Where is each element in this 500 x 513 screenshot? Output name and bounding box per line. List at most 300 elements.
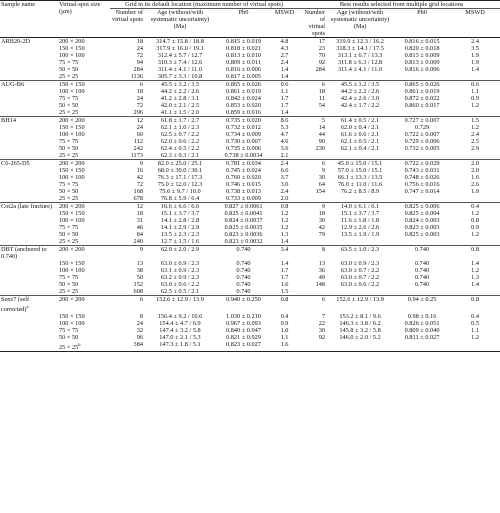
table-cell: 0.4 (280, 313, 289, 321)
table-cell: 0.740 (414, 267, 430, 274)
table-cell: 0.865 ± 0.026 (394, 81, 450, 89)
table-cell: 2.5 (471, 138, 479, 145)
table-cell: 42 (136, 174, 143, 181)
table-cell: 305.7 ± 3.3 / 10.8 (157, 73, 203, 80)
table-cell: 46 (136, 224, 143, 231)
table-cell: 1.2 (471, 124, 479, 131)
header-age: Age (without/with systematic uncertainty) (Ma) (150, 9, 210, 30)
table-cell: 18 (136, 210, 143, 217)
table-cell: 12.9 ± 2.6 / 2.6 (340, 224, 380, 231)
table-cell: 63.0 ± 0.9 / 2.3 (340, 260, 380, 267)
table-cell: 42.0 ± 2.1 / 2.5 (160, 102, 200, 109)
table-cell: 1.3 (471, 274, 479, 281)
table-cell: 30 (318, 217, 326, 224)
table-cell: 319.9 ± 12.3 / 16.2 (336, 38, 384, 45)
spot-size-cell: 25 × 25 (59, 195, 79, 202)
table-cell: 24 (136, 45, 143, 52)
sample-name-cell (0, 81, 58, 89)
table-cell: 18 (136, 38, 143, 45)
table-cell: 44.2 ± 2.2 / 2.6 (160, 88, 200, 95)
table-cell: 63.1 ± 0.9 / 2.3 (160, 267, 200, 274)
table-cell: 284 (315, 66, 326, 73)
table-cell (450, 73, 500, 81)
table-row (0, 288, 500, 296)
table-cell: 3.6 (280, 145, 289, 152)
table-row (0, 231, 500, 238)
table-cell: 1.2 (280, 217, 289, 224)
header-sample-name: Sample name (0, 1, 58, 38)
spot-size-cell: 200 × 200 (59, 38, 85, 45)
spot-size-cell: 25 × 25 (59, 109, 79, 116)
table-cell: 50 (136, 274, 143, 281)
table-cell: 62.5 ± 0.7 / 2.2 (160, 131, 200, 138)
sample-name-cell (0, 181, 58, 188)
table-cell: 0.740 (414, 260, 430, 267)
table-cell: 30 (318, 174, 326, 181)
table-cell: 2.0 (471, 167, 479, 174)
spot-size-cell: 50 × 50 (59, 145, 79, 152)
spot-size-cell: 100 × 100 (59, 174, 85, 181)
table-cell: 0.872 ± 0.022 (404, 95, 440, 102)
sample-name: AUG-B6 (1, 81, 25, 88)
table-cell: 0.8 (450, 296, 500, 314)
header-mswd-best: MSWD (465, 9, 485, 16)
sample-name-cell (0, 296, 58, 314)
table-row (0, 341, 500, 352)
table-row (0, 59, 500, 66)
table-cell: 0.816 ± 0.006 (404, 66, 440, 73)
table-cell: 1.1 (280, 334, 289, 342)
table-cell: 1.4 (280, 109, 289, 116)
header-default-group: Grid in its default location (maximum number of virtual spots) (110, 1, 298, 9)
table-cell: 0.817 ± 0.005 (226, 73, 261, 80)
sample-name-cell (0, 95, 58, 102)
table-cell: 0.823 ± 0.0036 (224, 231, 263, 238)
spot-size-cell: 100 × 100 (59, 52, 85, 59)
table-row (0, 167, 500, 174)
table-row (0, 131, 500, 138)
table-cell: 13 (136, 260, 143, 267)
sample-name-cell (0, 73, 58, 81)
table-cell: 18 (318, 88, 326, 95)
table-cell: 6 (110, 81, 144, 89)
table-cell: 14.1 ± 2.8 / 2.8 (160, 217, 200, 224)
table-cell: 317.9 ± 16.0 / 19.1 (156, 45, 204, 52)
table-row (0, 224, 500, 231)
table-cell: 1.4 (280, 73, 289, 80)
table-cell: 82.0 ± 25.0 / 25.1 (144, 160, 216, 168)
table-cell (394, 73, 450, 81)
table-cell: 1.1 (280, 88, 289, 95)
table-cell: 31 (136, 217, 143, 224)
table-cell: 6.6 (280, 167, 289, 174)
table-cell: 6 (298, 81, 326, 89)
table-cell: 384 (110, 341, 144, 352)
table-cell: 0.740 (236, 260, 251, 267)
table-cell: 1.6 (271, 341, 298, 352)
table-cell: 0.842 ± 0.024 (226, 95, 261, 102)
table-cell: 1.2 (471, 231, 479, 238)
table-cell: 1.2 (280, 210, 289, 217)
table-cell: 0.727 ± 0.007 (394, 117, 450, 125)
table-cell: 2.4 (471, 38, 479, 45)
table-cell: 312.4 ± 5.7 / 12.7 (157, 52, 203, 59)
table-cell: 1.7 (280, 274, 289, 281)
spot-size-cell: 75 × 75 (59, 138, 79, 145)
table-cell: 13 (318, 260, 326, 267)
table-cell: 79 (318, 231, 326, 238)
sample-name-cell (0, 88, 58, 95)
table-cell: 2.7 (280, 52, 289, 59)
table-cell: 41.1 ± 1.5 / 2.0 (160, 109, 200, 116)
spot-size-cell: 200 × 200 (58, 246, 110, 261)
table-cell: 63.0 ± 0.9 / 2.3 (160, 260, 200, 267)
table-cell: 1.4 (280, 238, 289, 245)
table-row (0, 181, 500, 188)
table-cell (298, 341, 326, 352)
table-cell: 90 (318, 138, 326, 145)
table-cell: 54 (318, 102, 326, 109)
table-cell: 148 (315, 281, 326, 288)
header-number-spots-best: Number of virtual spots (304, 9, 326, 37)
table-cell: 42 (318, 224, 326, 231)
table-row (0, 313, 500, 320)
table-cell: 1.4 (280, 260, 289, 267)
table-cell (326, 73, 394, 81)
table-cell (326, 288, 394, 296)
table-cell (298, 73, 326, 81)
sample-name-cell (0, 102, 58, 109)
table-cell: 0.8 (271, 296, 298, 314)
spot-size-cell: 150 × 150 (59, 210, 85, 217)
table-cell: 1.9 (471, 188, 479, 195)
table-cell: 0.747 ± 0.014 (404, 188, 440, 195)
table-cell: 3.5 (471, 45, 479, 52)
table-cell: 45.5 ± 3.2 / 3.5 (144, 81, 216, 89)
table-cell: 0.813 ± 0.009 (404, 59, 440, 66)
table-cell: 68.0 ± 30.0 / 30.1 (157, 167, 203, 174)
table-cell: 1.4 (280, 66, 289, 73)
table-cell: 9 (298, 203, 326, 211)
table-cell: 0.6 (271, 81, 298, 89)
table-cell: 14.0 ± 6.1 / 6.1 (326, 203, 394, 211)
spot-size-cell: 50 × 50 (59, 102, 79, 109)
table-cell: 147.4 ± 3.2 / 5.8 (159, 327, 201, 335)
table-cell: 311.4 ± 4.1 / 11.0 (338, 66, 383, 73)
table-row (0, 109, 500, 117)
table-cell: 0.813 ± 0.009 (404, 52, 440, 59)
sample-name-cell (0, 327, 58, 334)
table-cell: 154.4 ± 4.7 / 6.9 (159, 320, 201, 328)
table-row (0, 66, 500, 73)
header-virtual-spot-size: Virtual-spot size (µm) (58, 1, 110, 38)
table-cell: 1.2 (471, 210, 479, 217)
table-row (0, 195, 500, 203)
table-cell: 57.0 ± 15.0 / 15.1 (337, 167, 383, 174)
spot-size-cell: 150 × 150 (59, 124, 85, 131)
table-cell: 92 (318, 334, 326, 342)
sample-name-cell (0, 160, 58, 168)
table-cell: 63.0 ± 0.6 / 2.2 (160, 281, 200, 288)
spot-size-cell: 100 × 100 (59, 88, 85, 95)
table-cell: 14 (318, 124, 326, 131)
table-cell: 0.859 ± 0.016 (226, 109, 261, 116)
table-cell: 0.861 ± 0.019 (404, 88, 440, 95)
spot-size-cell: 200 × 200 (58, 117, 110, 125)
table-cell: 310.3 ± 7.4 / 12.6 (157, 59, 203, 66)
sample-name-cell (0, 281, 58, 288)
table-cell (394, 152, 450, 160)
header-number-spots: Number of virtual spots (112, 9, 143, 23)
table-cell: 15.1 ± 3.7 / 3.7 (160, 210, 200, 217)
table-cell: 72 (136, 52, 143, 59)
table-cell (394, 238, 450, 246)
table-cell: 1.4 (471, 260, 479, 267)
table-cell: 0.734 ± 0.009 (226, 131, 261, 138)
table-cell: 45.5 ± 3.2 / 3.5 (326, 81, 394, 89)
table-row (0, 320, 500, 327)
table-cell (326, 238, 394, 246)
table-cell: 0.8 (450, 246, 500, 261)
table-row (0, 188, 500, 195)
spot-size-cell: 100 × 100 (59, 267, 85, 274)
table-cell: 12.7 ± 1.5 / 1.6 (160, 238, 200, 245)
table-cell: 36 (318, 267, 326, 274)
spot-size-cell: 100 × 100 (59, 217, 85, 224)
table-cell: 62.1 ± 1.0 / 2.3 (160, 124, 200, 131)
table-cell (450, 152, 500, 160)
sample-name: BH14 (1, 117, 17, 124)
table-cell: 1136 (130, 73, 143, 80)
table-cell (450, 288, 500, 296)
table-cell: 0.722 ± 0.007 (404, 131, 440, 138)
table-cell: 64 (318, 181, 326, 188)
sample-name-cell (0, 45, 58, 52)
table-cell: 1.6 (280, 281, 289, 288)
table-cell: 6 (298, 296, 326, 314)
spot-size-cell: 150 × 150 (59, 260, 85, 267)
table-cell: 0.865 ± 0.026 (216, 81, 271, 89)
sample-name-cell (0, 188, 58, 195)
sample-name-cell (0, 210, 58, 217)
sample-name-cell (0, 145, 58, 152)
header-mswd: MSWD (274, 9, 295, 16)
table-cell: 146.3 ± 3.8 / 6.2 (339, 320, 381, 328)
table-cell: 32 (136, 327, 143, 335)
table-cell: 9 (110, 160, 144, 168)
table-cell: 1.4 (471, 66, 479, 73)
spot-size-cell: 75 × 75 (59, 224, 79, 231)
table-cell: 2.4 (280, 188, 289, 195)
table-cell: 16.6 ± 6.6 / 6.6 (144, 203, 216, 211)
table-cell: 0.735 ± 0.020 (216, 117, 271, 125)
table-cell: 1.030 ± 0.210 (226, 313, 261, 321)
table-row (0, 296, 500, 314)
table-cell: 23 (318, 45, 326, 52)
table-row (0, 281, 500, 288)
table-row (0, 246, 500, 261)
table-cell: 0.9 (471, 95, 479, 102)
table-cell: 84 (136, 231, 143, 238)
spot-size-cell: 75 × 75 (59, 327, 79, 335)
table-cell: 2.4 (280, 59, 289, 66)
table-row (0, 95, 500, 102)
table-cell: 41.2 ± 2.8 / 3.1 (160, 95, 200, 102)
table-cell: 0.4 (450, 203, 500, 211)
table-cell: 2.6 (471, 181, 479, 188)
table-cell: 0.9 (280, 320, 289, 328)
sample-name-cell (0, 66, 58, 73)
sample-name-cell (0, 38, 58, 46)
table-cell: 62.1 ± 0.4 / 2.1 (340, 145, 380, 152)
table-cell: 311.4 ± 4.1 / 11.0 (157, 66, 203, 73)
table-row (0, 52, 500, 59)
sample-name-cell (0, 238, 58, 246)
table-cell: 0.740 (236, 281, 251, 288)
table-cell: 230 (315, 145, 326, 152)
sample-name-cell (0, 203, 58, 211)
table-cell: 2.9 (471, 145, 479, 152)
spot-size-cell: 150 × 150 (59, 313, 85, 321)
table-cell: 63.2 ± 0.9 / 2.3 (160, 274, 200, 281)
table-cell (450, 238, 500, 246)
sample-name-cell (0, 217, 58, 224)
table-cell: 0.827 ± 0.0061 (216, 203, 271, 211)
table-cell: 6 (298, 160, 326, 168)
table-cell: 0.98 ± 0.16 (407, 313, 437, 321)
sample-name-cell (0, 124, 58, 131)
table-cell: 12 (110, 117, 144, 125)
table-row (0, 238, 500, 246)
footnote-marker: b (78, 342, 81, 348)
table-cell: 44.2 ± 2.2 / 2.6 (340, 88, 380, 95)
spot-size-cell: 25 × 25 (59, 238, 79, 245)
table-cell: 2.4 (271, 160, 298, 168)
table-cell: 0.740 (414, 281, 430, 288)
table-row (0, 102, 500, 109)
table-cell (394, 195, 450, 203)
table-cell: 96 (136, 334, 143, 342)
sample-name-cell (0, 195, 58, 203)
table-cell: 0.818 ± 0.021 (226, 45, 261, 52)
sample-name-cell (0, 52, 58, 59)
sample-name-cell (0, 341, 58, 352)
table-cell: 4.7 (280, 131, 289, 138)
spot-size-cell: 50 × 50 (59, 334, 79, 342)
table-cell: 1.2 (280, 224, 289, 231)
table-cell: 8 (139, 313, 143, 321)
table-cell: 18 (136, 88, 143, 95)
table-cell: 0.733 ± 0.009 (226, 195, 261, 202)
table-row (0, 334, 500, 341)
table-cell: 1.1 (471, 88, 479, 95)
table-cell: 9 (321, 167, 326, 174)
table-cell: 61.6 ± 0.6 / 2.1 (340, 131, 380, 138)
table-cell: 16 (136, 167, 143, 174)
table-cell: 8.6 (271, 117, 298, 125)
table-cell: 0.732 ± 0.012 (226, 124, 261, 131)
table-cell: 0.816 ± 0.015 (404, 38, 440, 45)
table-cell: 15.1 ± 3.7 / 3.7 (340, 210, 380, 217)
table-cell: 0.820 ± 0.018 (404, 45, 440, 52)
table-cell (298, 152, 326, 160)
table-row (0, 138, 500, 145)
table-cell: 314.7 ± 15.8 / 18.8 (156, 38, 204, 45)
table-cell: 11.6 ± 1.8 / 1.8 (341, 217, 380, 224)
table-cell: 1.4 (471, 281, 479, 288)
table-cell: 0.729 (414, 124, 430, 131)
table-row (0, 260, 500, 267)
table-cell: 0.4 (471, 313, 479, 321)
table-cell: 1173 (130, 152, 143, 159)
table-cell: 0.738 ± 0.0034 (224, 152, 263, 159)
table-cell (394, 109, 450, 117)
table-cell: 318.3 ± 14.1 / 17.5 (336, 45, 384, 52)
table-row (0, 73, 500, 81)
table-row (0, 81, 500, 89)
table-cell: 63.5 ± 1.0 / 2.3 (326, 246, 394, 261)
table-cell: 0.8 (271, 203, 298, 211)
table-cell: 1.5 (450, 117, 500, 125)
header-age-best: Age (without/with systematic uncertainty) (Ma) (330, 9, 390, 30)
table-cell: 24 (136, 320, 143, 328)
table-cell (298, 288, 326, 296)
table-cell: 0.740 (394, 246, 450, 261)
table-cell: 1.7 (280, 267, 289, 274)
table-cell: 42.4 ± 1.7 / 2.2 (340, 102, 380, 109)
table-cell: 4.3 (280, 45, 289, 52)
table-cell: 1.5 (280, 288, 289, 295)
table-cell: 3.4 (271, 246, 298, 261)
table-cell: 9 (110, 246, 144, 261)
sample-name-cell (0, 334, 58, 341)
table-cell: 0.824 ± 0.0037 (224, 217, 263, 224)
table-cell (298, 109, 326, 117)
table-row (0, 210, 500, 217)
table-cell (326, 109, 394, 117)
sample-name: DBT (anchored to 0.740) (1, 246, 47, 260)
table-cell: 24 (136, 124, 143, 131)
table-cell: 0.815 ± 0.019 (226, 38, 261, 45)
sample-name: C6-265-D5 (1, 160, 30, 167)
table-cell: 30 (318, 327, 326, 335)
table-cell: 112 (133, 138, 143, 145)
table-cell: 44 (318, 131, 326, 138)
table-cell: 72 (136, 181, 143, 188)
table-cell: 92 (318, 59, 326, 66)
table-cell: 0.823 ± 0.0032 (224, 238, 263, 245)
spot-size-cell: $25 \times 25^b$ (58, 341, 110, 352)
table-cell: 0.6 (450, 81, 500, 89)
table-cell: 0.823 ± 0.003 (404, 224, 440, 231)
table-cell: 0.825 ± 0.0041 (224, 210, 263, 217)
table-cell: 2.0 (450, 160, 500, 168)
sample-name-cell (0, 288, 58, 296)
spot-size-cell: 50 × 50 (59, 281, 79, 288)
table-cell: 17 (318, 38, 326, 45)
table-cell: 0.813 ± 0.010 (226, 52, 261, 59)
table-cell: 0.825 ± 0.003 (404, 231, 440, 238)
table-cell: 0.861 ± 0.019 (226, 88, 261, 95)
sample-name-cell (0, 59, 58, 66)
table-cell: 66.1 ± 13.3 / 13.5 (337, 174, 383, 181)
table-cell: 156.4 ± 9.2 / 10.6 (157, 313, 203, 321)
spot-size-cell: 75 × 75 (59, 59, 79, 66)
table-cell: 0.823 ± 0.027 (216, 341, 271, 352)
table-cell: 168 (133, 188, 143, 195)
table-cell: 70 (318, 52, 326, 59)
table-cell: 153.2 ± 8.1 / 9.6 (339, 313, 381, 321)
